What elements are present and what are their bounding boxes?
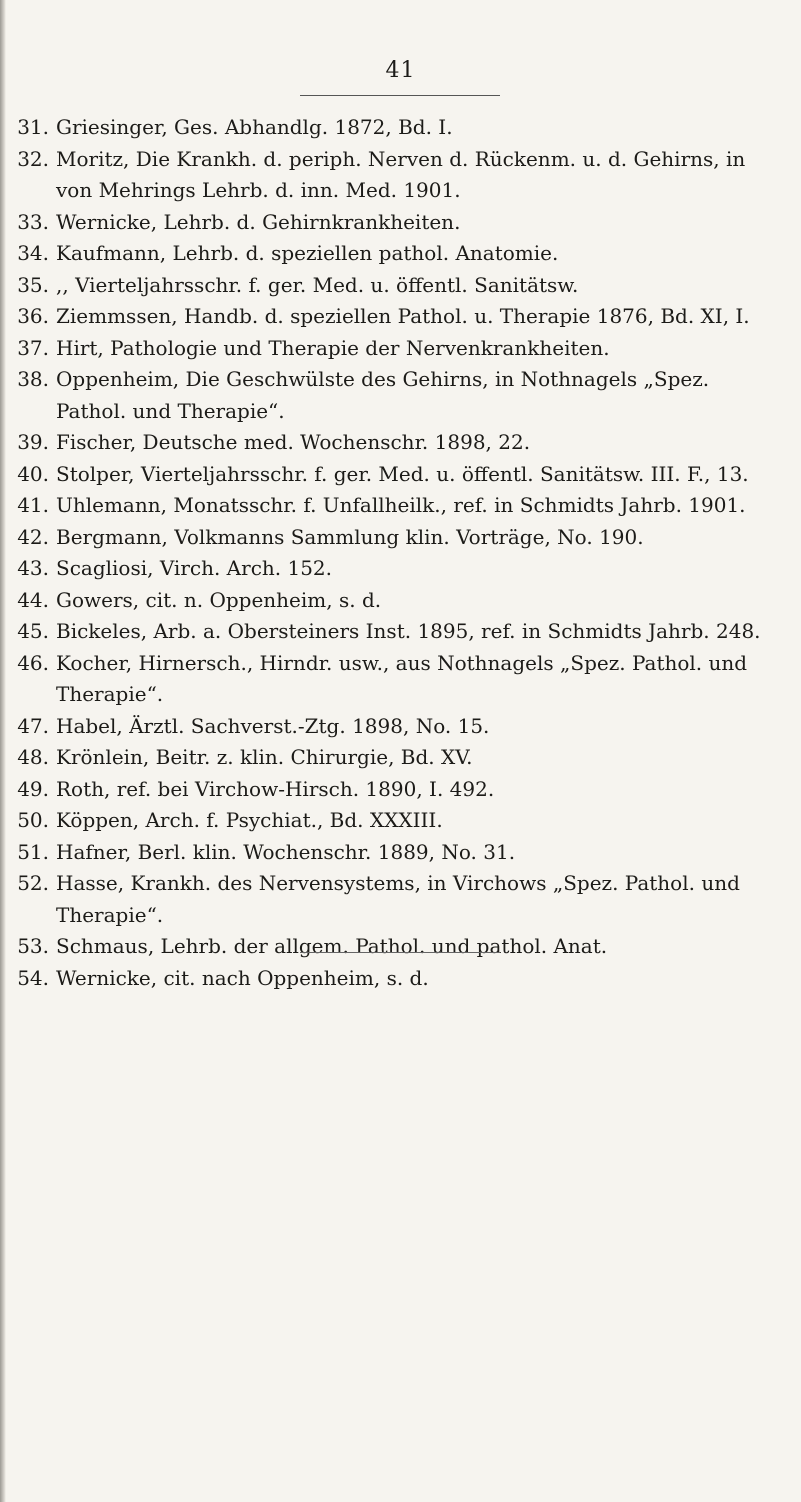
reference-number: 34. bbox=[17, 241, 49, 265]
reference-number: 41. bbox=[17, 493, 49, 517]
reference-number: 46. bbox=[17, 650, 49, 675]
reference-number: 36. bbox=[17, 304, 49, 328]
reference-number: 40. bbox=[17, 461, 49, 486]
reference-text: Wernicke, cit. nach Oppenheim, s. d. bbox=[56, 965, 429, 990]
reference-entry bbox=[0, 553, 801, 585]
reference-entry bbox=[0, 963, 801, 995]
reference-number: 51. bbox=[17, 839, 49, 864]
reference-text: Scagliosi, Virch. Arch. 152. bbox=[56, 556, 333, 580]
reference-entry bbox=[0, 522, 801, 554]
reference-number: 45. bbox=[17, 619, 49, 643]
reference-number: 44. bbox=[17, 587, 49, 612]
reference-text: Bergmann, Volkmanns Sammlung klin. Vorträge, No. 190. bbox=[56, 524, 644, 549]
reference-text: Kocher, Hirnersch., Hirndr. usw., aus Nothnagels „Spez. Pathol. und Therapie“. bbox=[56, 650, 748, 706]
reference-number: 31. bbox=[17, 115, 49, 139]
reference-entry bbox=[0, 648, 801, 711]
reference-text: Hirt, Pathologie und Therapie der Nervenkrankheiten. bbox=[56, 335, 610, 360]
reference-text: Fischer, Deutsche med. Wochenschr. 1898, 22. bbox=[56, 430, 531, 454]
reference-list bbox=[0, 112, 801, 994]
reference-entry bbox=[0, 364, 801, 427]
header-rule bbox=[300, 95, 500, 96]
reference-entry bbox=[0, 301, 801, 333]
reference-entry bbox=[0, 333, 801, 365]
reference-entry bbox=[0, 459, 801, 491]
reference-entry bbox=[0, 868, 801, 931]
reference-number: 39. bbox=[17, 430, 49, 454]
reference-entry bbox=[0, 837, 801, 869]
reference-number: 47. bbox=[17, 713, 49, 738]
reference-text: Krönlein, Beitr. z. klin. Chirurgie, Bd. XV. bbox=[56, 745, 473, 769]
reference-number: 38. bbox=[17, 367, 49, 391]
reference-text: Gowers, cit. n. Oppenheim, s. d. bbox=[56, 587, 382, 612]
reference-number: 53. bbox=[17, 934, 49, 958]
reference-entry bbox=[0, 774, 801, 806]
reference-entry bbox=[0, 931, 801, 963]
reference-text: Oppenheim, Die Geschwülste des Gehirns, in Nothnagels „Spez. Pathol. und Therapie“. bbox=[56, 367, 710, 423]
reference-text: Kaufmann, Lehrb. d. speziellen pathol. Anatomie. bbox=[56, 241, 559, 265]
reference-entry bbox=[0, 742, 801, 774]
reference-text: Habel, Ärztl. Sachverst.-Ztg. 1898, No. 15. bbox=[56, 713, 490, 738]
reference-text: Hafner, Berl. klin. Wochenschr. 1889, No. 31. bbox=[56, 839, 516, 864]
reference-number: 32. bbox=[17, 146, 49, 171]
reference-entry bbox=[0, 238, 801, 270]
reference-entry bbox=[0, 112, 801, 144]
reference-number: 33. bbox=[17, 209, 49, 234]
reference-number: 54. bbox=[17, 965, 49, 990]
reference-text: Stolper, Vierteljahrsschr. f. ger. Med. u. öffentl. Sanitätsw. III. F., 13. bbox=[56, 461, 749, 486]
reference-text: Hasse, Krankh. des Nervensystems, in Virchows „Spez. Pathol. und Therapie“. bbox=[56, 871, 740, 927]
reference-number: 49. bbox=[17, 776, 49, 801]
reference-text: Bickeles, Arb. a. Obersteiners Inst. 1895, ref. in Schmidts Jahrb. 248. bbox=[56, 619, 761, 643]
footer-rule bbox=[300, 952, 500, 953]
reference-number: 48. bbox=[17, 745, 49, 769]
reference-text: Griesinger, Ges. Abhandlg. 1872, Bd. I. bbox=[56, 115, 453, 139]
page-number: 41 bbox=[385, 58, 416, 83]
reference-text: Wernicke, Lehrb. d. Gehirnkrankheiten. bbox=[56, 209, 461, 234]
reference-number: 50. bbox=[17, 808, 49, 832]
reference-entry bbox=[0, 805, 801, 837]
reference-number: 35. bbox=[17, 272, 49, 297]
reference-text: Roth, ref. bei Virchow-Hirsch. 1890, I. 492. bbox=[56, 776, 495, 801]
reference-number: 37. bbox=[17, 335, 49, 360]
reference-entry bbox=[0, 207, 801, 239]
reference-text: Moritz, Die Krankh. d. periph. Nerven d. Rückenm. u. d. Gehirns, in von Mehrings Lehrb. d. inn. Med. 1901. bbox=[56, 146, 746, 202]
reference-number: 42. bbox=[17, 524, 49, 549]
reference-entry bbox=[0, 616, 801, 648]
reference-entry bbox=[0, 490, 801, 522]
reference-number: 52. bbox=[17, 871, 49, 895]
reference-entry bbox=[0, 585, 801, 617]
reference-entry bbox=[0, 144, 801, 207]
reference-entry bbox=[0, 427, 801, 459]
reference-text: Schmaus, Lehrb. der allgem. Pathol. und pathol. Anat. bbox=[56, 934, 608, 958]
reference-text: Ziemmssen, Handb. d. speziellen Pathol. u. Therapie 1876, Bd. XI, I. bbox=[56, 304, 750, 328]
reference-entry bbox=[0, 711, 801, 743]
reference-text: ,, Vierteljahrsschr. f. ger. Med. u. öffentl. Sanitätsw. bbox=[56, 272, 579, 297]
reference-entry bbox=[0, 270, 801, 302]
reference-number: 43. bbox=[17, 556, 49, 580]
reference-text: Köppen, Arch. f. Psychiat., Bd. XXXIII. bbox=[56, 808, 443, 832]
reference-text: Uhlemann, Monatsschr. f. Unfallheilk., ref. in Schmidts Jahrb. 1901. bbox=[56, 493, 746, 517]
